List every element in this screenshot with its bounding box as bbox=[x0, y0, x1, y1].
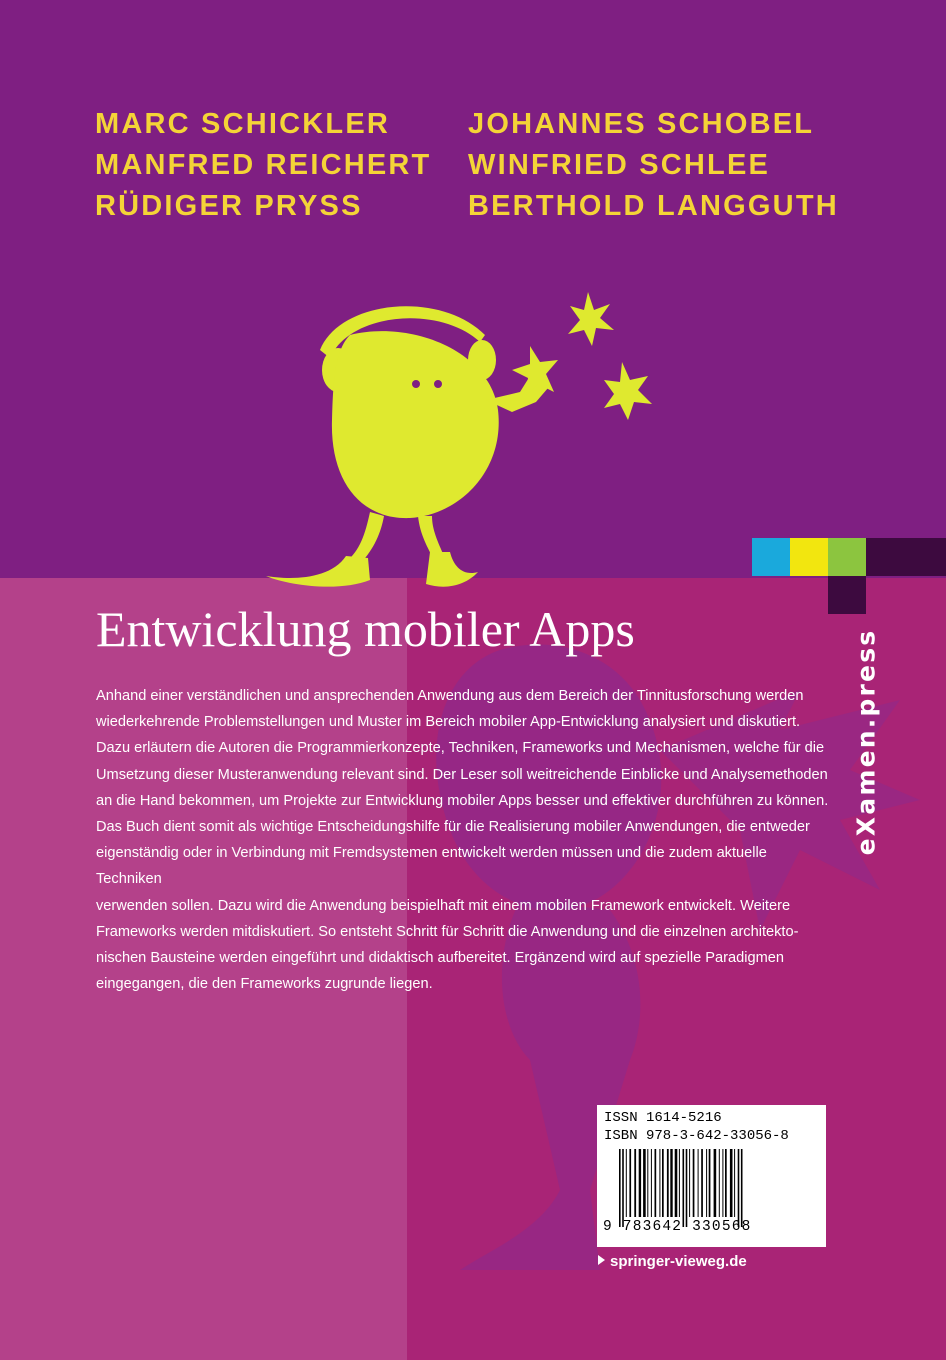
book-description bbox=[96, 683, 831, 997]
barcode-bar bbox=[647, 1149, 648, 1217]
barcode-bar bbox=[659, 1149, 660, 1217]
barcode-bar bbox=[706, 1149, 707, 1217]
barcode-bar bbox=[709, 1149, 711, 1217]
description-line: eigenständig oder in Verbindung mit Fremdsystemen entwickelt werden müssen und die zudem aktuelle Techniken bbox=[96, 845, 767, 888]
book-title: Entwicklung mobiler Apps bbox=[96, 601, 635, 657]
description-line: Frameworks werden mitdiskutiert. So entsteht Schritt für Schritt die Anwendung und die einzelnen architekto- bbox=[96, 923, 799, 940]
barcode-bar bbox=[643, 1149, 646, 1217]
description-line: an die Hand bekommen, um Projekte zur Entwicklung mobiler Apps besser und effektiver durchführen zu können. bbox=[96, 792, 829, 809]
description-line: wiederkehrende Problemstellungen und Muster im Bereich mobiler App-Entwicklung analysiert und diskutiert. bbox=[96, 714, 801, 731]
barcode-bar bbox=[730, 1149, 733, 1217]
barcode-bar bbox=[701, 1149, 703, 1217]
description-line: Das Buch dient somit als wichtige Entscheidungshilfe für die Realisierung mobiler Anwendungen, die entweder bbox=[96, 819, 810, 836]
series-name: eXamen.press bbox=[851, 628, 881, 856]
barcode-bar bbox=[719, 1149, 720, 1217]
author-name: WINFRIED SCHLEE bbox=[468, 149, 771, 181]
barcode-digits: 9 783642 330568 bbox=[603, 1219, 752, 1235]
description-line: eingegangen, die den Frameworks zugrunde liegen. bbox=[96, 976, 433, 993]
barcode-bar bbox=[670, 1149, 672, 1217]
authors-right-column bbox=[468, 104, 839, 227]
barcode-bar bbox=[651, 1149, 652, 1217]
yellow-square bbox=[790, 538, 828, 576]
barcode-bar bbox=[693, 1149, 695, 1217]
description-line: Dazu erläutern die Autoren die Programmierkonzepte, Techniken, Frameworks und Mechanismen, welche für die bbox=[96, 740, 825, 757]
barcode-bar bbox=[619, 1149, 621, 1227]
author-name: MARC SCHICKLER bbox=[95, 108, 391, 140]
barcode-bar bbox=[662, 1149, 664, 1217]
barcode-bar bbox=[675, 1149, 678, 1217]
barcode-bar bbox=[634, 1149, 636, 1217]
barcode-bar bbox=[722, 1149, 723, 1217]
isbn-text: ISBN 978-3-642-33056-8 bbox=[604, 1128, 789, 1144]
barcode-bar bbox=[679, 1149, 680, 1217]
publisher-url: springer-vieweg.de bbox=[610, 1253, 747, 1270]
barcode-bar bbox=[689, 1149, 690, 1217]
dark-square bbox=[866, 538, 946, 576]
green-square bbox=[828, 538, 866, 576]
author-name: JOHANNES SCHOBEL bbox=[468, 108, 815, 140]
barcode-bar bbox=[734, 1149, 735, 1217]
author-name: MANFRED REICHERT bbox=[95, 149, 432, 181]
barcode-bars bbox=[619, 1149, 819, 1227]
barcode-bar bbox=[626, 1149, 627, 1217]
description-line: verwenden sollen. Dazu wird die Anwendung beispielhaft mit einem mobilen Framework entwickelt. Weitere bbox=[96, 897, 791, 914]
barcode-bar bbox=[738, 1149, 740, 1227]
arrow-right-icon bbox=[598, 1255, 605, 1265]
barcode-bar bbox=[698, 1149, 699, 1217]
barcode-bar bbox=[741, 1149, 743, 1227]
barcode-bar bbox=[725, 1149, 727, 1217]
publisher-link[interactable] bbox=[598, 1253, 747, 1270]
barcode-bar bbox=[683, 1149, 685, 1227]
barcode-bar bbox=[622, 1149, 624, 1227]
dark-square bbox=[828, 576, 866, 614]
barcode-bar bbox=[667, 1149, 669, 1217]
headphone-mascot-illustration bbox=[250, 280, 670, 600]
cyan-square bbox=[752, 538, 790, 576]
barcode-panel bbox=[597, 1105, 826, 1247]
barcode-bar bbox=[714, 1149, 717, 1217]
barcode-bar bbox=[655, 1149, 657, 1217]
issn-isbn-block bbox=[604, 1109, 789, 1145]
description-line: nischen Bausteine werden eingeführt und didaktisch aufbereitet. Ergänzend wird auf spezielle Paradigmen bbox=[96, 950, 784, 967]
issn-text: ISSN 1614-5216 bbox=[604, 1110, 722, 1126]
author-name: BERTHOLD LANGGUTH bbox=[468, 190, 839, 222]
description-line: Anhand einer verständlichen und ansprechenden Anwendung aus dem Bereich der Tinnitusforschung werden bbox=[96, 688, 804, 704]
authors-left-column bbox=[95, 104, 431, 227]
series-name-vertical bbox=[846, 612, 886, 872]
barcode-bar bbox=[639, 1149, 641, 1217]
description-line: Umsetzung dieser Musteranwendung relevant sind. Der Leser soll weitreichende Einblicke und Analysemethoden bbox=[96, 766, 828, 783]
author-name: RÜDIGER PRYSS bbox=[95, 190, 363, 222]
barcode-bar bbox=[629, 1149, 631, 1217]
barcode-bar bbox=[686, 1149, 688, 1227]
